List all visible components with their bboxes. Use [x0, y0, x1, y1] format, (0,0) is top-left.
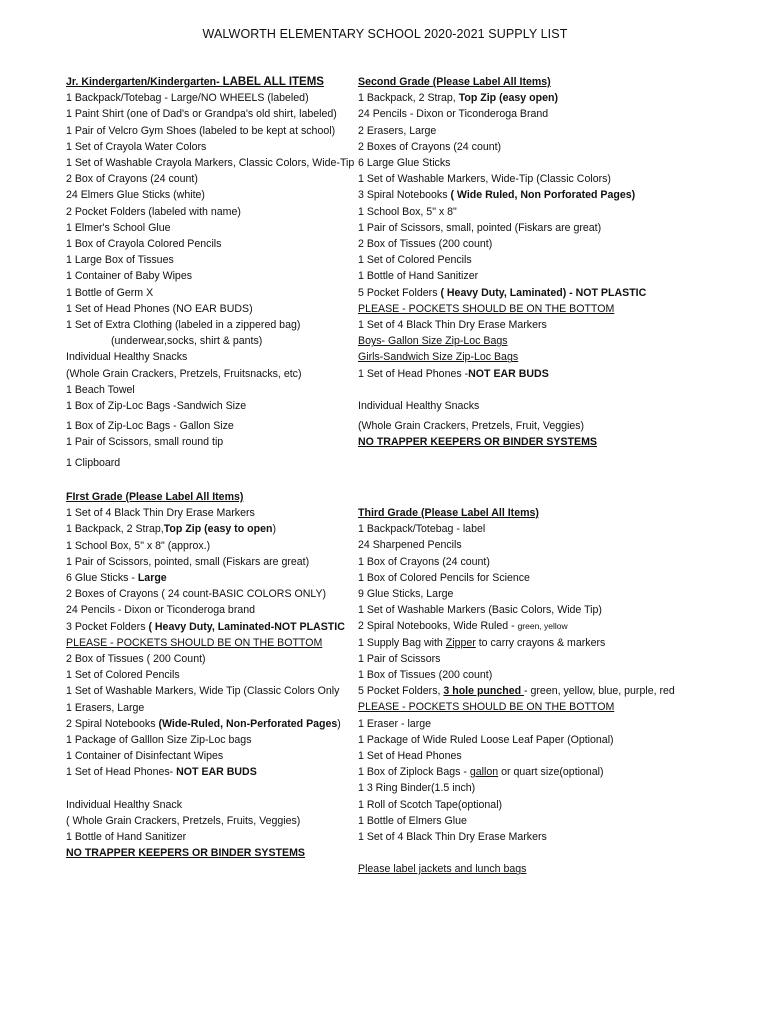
- list-item: 1 School Box, 5" x 8" (approx.): [66, 539, 211, 552]
- list-item-underlined: gallon: [469, 766, 499, 779]
- list-item: 1 Beach Towel: [66, 383, 135, 396]
- list-item-underlined: Zipper: [445, 636, 476, 649]
- list-item: 1 Backpack/Totebag - label: [358, 523, 486, 536]
- list-item: 2 Box of Tissues (200 count): [358, 238, 493, 251]
- list-item: 1 Set of Colored Pencils: [358, 254, 472, 267]
- list-item-text: 1 Box of Ziplock Bags -: [358, 766, 470, 779]
- list-item: 1 Set of Washable Crayola Markers, Classic Colors, Wide-Tip: [66, 157, 354, 170]
- list-item: [358, 635, 738, 651]
- list-item: 1 Package of Galllon Size Zip-Loc bags: [66, 734, 252, 747]
- list-item: 1 Pair of Scissors, small round tip: [66, 436, 224, 449]
- list-item: 1 Set of Colored Pencils: [66, 669, 180, 682]
- no-trapper-keepers-note: NO TRAPPER KEEPERS OR BINDER SYSTEMS: [66, 847, 305, 860]
- first-grade-list: [66, 489, 358, 862]
- list-item: 1 Set of 4 Black Thin Dry Erase Markers: [66, 507, 255, 520]
- list-item: 1 3 Ring Binder(1.5 inch): [358, 782, 476, 795]
- list-item-text: to carry crayons & markers: [475, 636, 606, 649]
- list-item: 2 Boxes of Crayons ( 24 count-BASIC COLORS ONLY): [66, 588, 327, 601]
- list-item: 24 Pencils - Dixon or Ticonderoga Brand: [358, 108, 549, 121]
- list-item: [358, 187, 738, 203]
- list-item: 24 Pencils - Dixon or Ticonderoga brand: [66, 604, 256, 617]
- list-item: 1 Set of 4 Black Thin Dry Erase Markers: [358, 831, 547, 844]
- list-item: 1 Paint Shirt (one of Dad's or Grandpa's old shirt, labeled): [66, 108, 337, 121]
- list-item: 1 Large Box of Tissues: [66, 254, 174, 267]
- list-item: Individual Healthy Snack: [66, 798, 183, 811]
- list-item-emphasis: NOT EAR BUDS: [176, 766, 257, 779]
- list-item-text: - green, yellow, blue, purple, red: [524, 685, 675, 698]
- no-trapper-keepers-note: NO TRAPPER KEEPERS OR BINDER SYSTEMS: [358, 436, 597, 449]
- list-item-text: ): [272, 523, 276, 536]
- second-grade-list: [358, 74, 738, 451]
- list-item-text: 3 Pocket Folders: [66, 620, 149, 633]
- list-item: 1 Bottle of Elmers Glue: [358, 814, 467, 827]
- list-item: [358, 683, 738, 699]
- list-item-text: 1 Supply Bag with: [358, 636, 446, 649]
- kindergarten-heading-text: Jr. Kindergarten/Kindergarten-: [66, 76, 223, 88]
- list-item-detail: (underwear,socks, shirt & pants): [111, 335, 263, 348]
- list-item-emphasis: Top Zip (easy to open: [163, 523, 273, 536]
- list-item: ( Whole Grain Crackers, Pretzels, Fruits, Veggies): [66, 815, 301, 828]
- list-item: [66, 716, 358, 732]
- list-item-text: 2 Spiral Notebooks, Wide Ruled -: [358, 620, 518, 633]
- pockets-note: PLEASE - POCKETS SHOULD BE ON THE BOTTOM: [66, 636, 323, 649]
- list-item: 1 Set of Head Phones (NO EAR BUDS): [66, 302, 253, 315]
- list-item: 2 Box of Crayons (24 count): [66, 173, 198, 186]
- page-title: WALWORTH ELEMENTARY SCHOOL 2020-2021 SUPPLY LIST: [202, 27, 568, 41]
- pockets-note: PLEASE - POCKETS SHOULD BE ON THE BOTTOM: [358, 701, 615, 714]
- list-item: 2 Pocket Folders (labeled with name): [66, 205, 241, 218]
- list-item: Individual Healthy Snacks: [66, 351, 188, 364]
- list-item: 24 Elmers Glue Sticks (white): [66, 189, 205, 202]
- list-item: 1 Box of Tissues (200 count): [358, 669, 493, 682]
- list-item: [358, 764, 738, 780]
- list-item: 1 Pair of Scissors, small, pointed (Fiskars are great): [358, 221, 602, 234]
- list-item-text: 5 Pocket Folders: [358, 286, 441, 299]
- second-grade-heading: Second Grade (Please Label All Items): [358, 76, 551, 88]
- list-item: 2 Boxes of Crayons (24 count): [358, 140, 502, 153]
- list-item: 1 Clipboard: [66, 456, 121, 469]
- list-item-text: or quart size(optional): [498, 766, 604, 779]
- list-item-emphasis: ( Heavy Duty, Laminated-NOT PLASTIC: [148, 620, 345, 633]
- list-item-emphasis: 3 hole punched: [443, 685, 525, 698]
- list-item: Girls-Sandwich Size Zip-Loc Bags: [358, 351, 519, 364]
- list-item: 1 Elmer's School Glue: [66, 221, 171, 234]
- list-item: 1 Container of Disinfectant Wipes: [66, 750, 224, 763]
- list-item: 1 Box of Crayola Colored Pencils: [66, 238, 222, 251]
- list-item: [66, 764, 358, 780]
- list-item: 1 Set of Washable Markers (Basic Colors, Wide Tip): [358, 604, 602, 617]
- pockets-note: PLEASE - POCKETS SHOULD BE ON THE BOTTOM: [358, 302, 615, 315]
- list-item-emphasis: ( Wide Ruled, Non Porforated Pages): [450, 189, 636, 202]
- list-item: 1 Eraser - large: [358, 717, 432, 730]
- third-grade-list: [358, 505, 738, 878]
- list-item: 1 Container of Baby Wipes: [66, 270, 193, 283]
- third-grade-heading: Third Grade (Please Label All Items): [358, 507, 539, 519]
- list-item: [66, 619, 358, 635]
- kindergarten-heading-label-note: LABEL ALL ITEMS: [222, 76, 324, 88]
- list-item: (Whole Grain Crackers, Pretzels, Fruitsnacks, etc): [66, 367, 302, 380]
- list-item: [66, 570, 358, 586]
- list-item: 1 Set of Washable Markers, Wide Tip (Classic Colors Only: [66, 685, 340, 698]
- list-item: 24 Sharpened Pencils: [358, 539, 462, 552]
- label-jackets-note: Please label jackets and lunch bags: [358, 863, 527, 876]
- list-item: 1 Set of Extra Clothing (labeled in a zippered bag): [66, 319, 301, 332]
- list-item: 1 School Box, 5" x 8": [358, 205, 457, 218]
- list-item-note: green, yellow: [517, 621, 568, 632]
- list-item-emphasis: Large: [137, 572, 167, 585]
- kindergarten-heading: [66, 74, 354, 90]
- list-item: 1 Backpack/Totebag - Large/NO WHEELS (labeled): [66, 92, 309, 105]
- list-item: 6 Large Glue Sticks: [358, 157, 451, 170]
- list-item-text: 5 Pocket Folders,: [358, 685, 444, 698]
- list-item: 1 Pair of Scissors: [358, 652, 441, 665]
- list-item: 1 Set of 4 Black Thin Dry Erase Markers: [358, 319, 547, 332]
- list-item-emphasis: (Wide-Ruled, Non-Perforated Pages: [158, 717, 338, 730]
- list-item-text: ): [337, 717, 341, 730]
- list-item-emphasis: Top Zip (easy open): [458, 92, 558, 105]
- list-item: [66, 521, 358, 537]
- list-item-emphasis: ( Heavy Duty, Laminated) - NOT PLASTIC: [440, 286, 647, 299]
- list-item-text: 1 Set of Head Phones-: [66, 766, 177, 779]
- list-item-text: 1 Backpack, 2 Strap,: [66, 523, 164, 536]
- list-item: 1 Bottle of Hand Sanitizer: [66, 831, 187, 844]
- list-item: 1 Roll of Scotch Tape(optional): [358, 798, 503, 811]
- list-item: [358, 366, 738, 382]
- list-item: (Whole Grain Crackers, Pretzels, Fruit, Veggies): [358, 420, 585, 433]
- list-item: Boys- Gallon Size Zip-Loc Bags: [358, 335, 508, 348]
- list-item: 9 Glue Sticks, Large: [358, 588, 454, 601]
- list-item: [358, 285, 738, 301]
- list-item-text: 1 Set of Head Phones -: [358, 367, 469, 380]
- list-item: 1 Set of Head Phones: [358, 750, 462, 763]
- list-item-text: 3 Spiral Notebooks: [358, 189, 451, 202]
- list-item: 1 Box of Zip-Loc Bags -Sandwich Size: [66, 400, 247, 413]
- list-item-emphasis: NOT EAR BUDS: [468, 367, 549, 380]
- list-item: 1 Pair of Velcro Gym Shoes (labeled to be kept at school): [66, 124, 336, 137]
- list-item: [358, 90, 738, 106]
- list-item-text: 1 Backpack, 2 Strap,: [358, 92, 459, 105]
- list-item: 1 Bottle of Germ X: [66, 286, 154, 299]
- kindergarten-list: [66, 74, 354, 471]
- list-item: [358, 618, 738, 634]
- list-item-text: 2 Spiral Notebooks: [66, 717, 159, 730]
- list-item: 2 Box of Tissues ( 200 Count): [66, 653, 206, 666]
- list-item: 1 Package of Wide Ruled Loose Leaf Paper (Optional): [358, 733, 614, 746]
- list-item: 2 Erasers, Large: [358, 124, 437, 137]
- first-grade-heading: FIrst Grade (Please Label All Items): [66, 491, 244, 503]
- list-item: 1 Box of Colored Pencils for Science: [358, 571, 530, 584]
- list-item: 1 Bottle of Hand Sanitizer: [358, 270, 479, 283]
- list-item: 1 Set of Washable Markers, Wide-Tip (Classic Colors): [358, 173, 611, 186]
- list-item: 1 Box of Zip-Loc Bags - Gallon Size: [66, 420, 234, 433]
- list-item-text: 6 Glue Sticks -: [66, 572, 138, 585]
- list-item: 1 Box of Crayons (24 count): [358, 555, 490, 568]
- list-item: Individual Healthy Snacks: [358, 400, 480, 413]
- list-item: 1 Set of Crayola Water Colors: [66, 140, 207, 153]
- list-item: 1 Erasers, Large: [66, 701, 145, 714]
- list-item: 1 Pair of Scissors, pointed, small (Fiskars are great): [66, 555, 310, 568]
